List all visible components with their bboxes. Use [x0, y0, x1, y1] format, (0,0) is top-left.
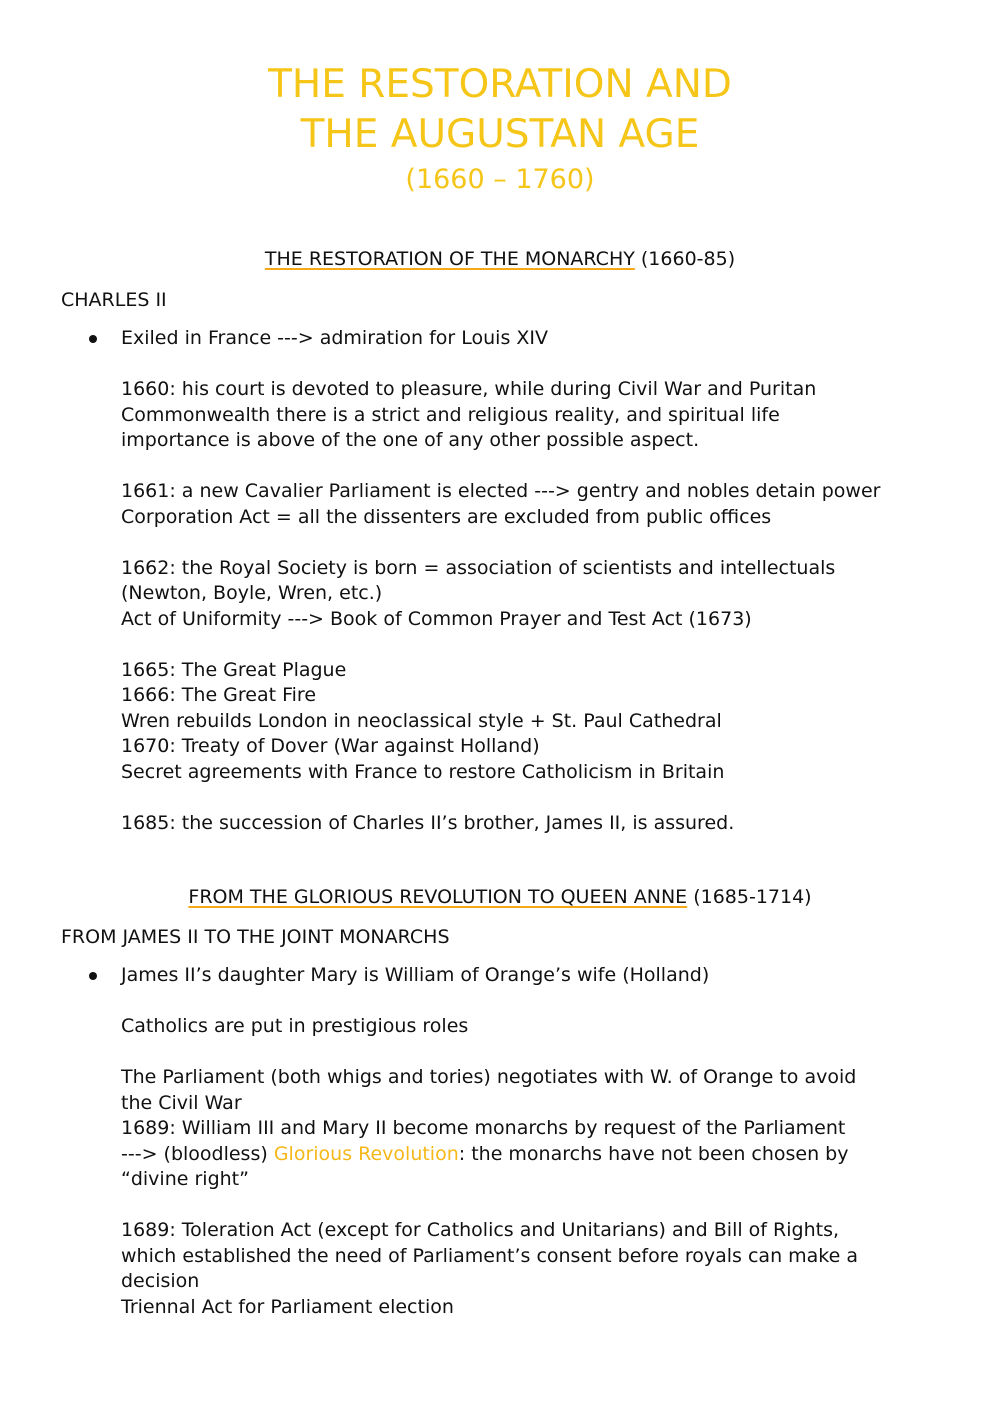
- title-dates: (1660 – 1760): [405, 164, 595, 195]
- section1-heading: [0, 246, 1000, 272]
- section2-period: (1685-1714): [687, 886, 812, 908]
- section2-subheading: FROM JAMES II TO THE JOINT MONARCHS: [61, 926, 450, 948]
- bullet-icon: [89, 335, 97, 343]
- text-line: 1666: The Great Fire: [121, 684, 317, 706]
- text-line: Wren rebuilds London in neoclassical style + St. Paul Cathedral: [121, 709, 722, 732]
- section1-content: [121, 326, 941, 836]
- glorious-revolution-line: ---> (bloodless) Glorious Revolution: the monarchs have not been chosen by: [121, 1142, 849, 1165]
- text-line: decision: [121, 1270, 200, 1292]
- section1-heading-text: THE RESTORATION OF THE MONARCHY: [264, 248, 635, 270]
- text-line: 1660: his court is devoted to pleasure, while during Civil War and Puritan: [121, 378, 817, 400]
- title-line-2: THE AUGUSTAN AGE: [300, 112, 700, 157]
- blank-line: [121, 454, 941, 480]
- blank-line: [121, 1040, 941, 1066]
- text-line: Exiled in France ---> admiration for Louis XIV: [121, 327, 548, 349]
- text-line: which established the need of Parliament’s consent before royals can make a: [121, 1244, 859, 1267]
- text-line: 1689: Toleration Act (except for Catholics and Unitarians) and Bill of Rights,: [121, 1219, 840, 1241]
- blank-line: [121, 989, 941, 1015]
- title-line-1: THE RESTORATION AND: [268, 62, 732, 107]
- blank-line: [121, 785, 941, 811]
- text-line: 1661: a new Cavalier Parliament is elected ---> gentry and nobles detain power: [121, 480, 881, 502]
- text-line: Commonwealth there is a strict and religious reality, and spiritual life: [121, 403, 780, 426]
- text-line: “divine right”: [121, 1168, 249, 1190]
- text-line: 1662: the Royal Society is born = association of scientists and intellectuals: [121, 556, 836, 579]
- text-line: The Parliament (both whigs and tories) negotiates with W. of Orange to avoid: [121, 1066, 857, 1088]
- document-title: [0, 60, 1000, 160]
- text-line: Secret agreements with France to restore Catholicism in Britain: [121, 760, 725, 783]
- text-line: 1670: Treaty of Dover (War against Holland): [121, 735, 540, 757]
- text-line: the Civil War: [121, 1091, 242, 1114]
- section1-subheading: CHARLES II: [61, 289, 167, 311]
- text-line: (Newton, Boyle, Wren, etc.): [121, 582, 383, 604]
- text-line: 1665: The Great Plague: [121, 658, 347, 681]
- bullet-icon: [89, 972, 97, 980]
- section2-heading-text: FROM THE GLORIOUS REVOLUTION TO QUEEN ANNE: [188, 886, 688, 908]
- blank-line: [121, 530, 941, 556]
- text-line: 1689: William III and Mary II become monarchs by request of the Parliament: [121, 1117, 846, 1139]
- section2-content: [121, 963, 941, 1320]
- text-line: Corporation Act = all the dissenters are excluded from public offices: [121, 505, 772, 528]
- text-line: James II’s daughter Mary is William of Orange’s wife (Holland): [121, 964, 710, 986]
- blank-line: [121, 1193, 941, 1219]
- blank-line: [121, 632, 941, 658]
- blank-line: [121, 352, 941, 378]
- glorious-revolution-highlight: Glorious Revolution: [273, 1142, 459, 1165]
- section1-period: (1660-85): [634, 248, 736, 270]
- text-line: Catholics are put in prestigious roles: [121, 1015, 469, 1037]
- section2-heading: [0, 884, 1000, 910]
- text-line: 1685: the succession of Charles II’s brother, James II, is assured.: [121, 811, 735, 834]
- text-line: Triennal Act for Parliament election: [121, 1295, 454, 1318]
- text-line: importance is above of the one of any other possible aspect.: [121, 429, 700, 451]
- text-line: Act of Uniformity ---> Book of Common Prayer and Test Act (1673): [121, 607, 752, 630]
